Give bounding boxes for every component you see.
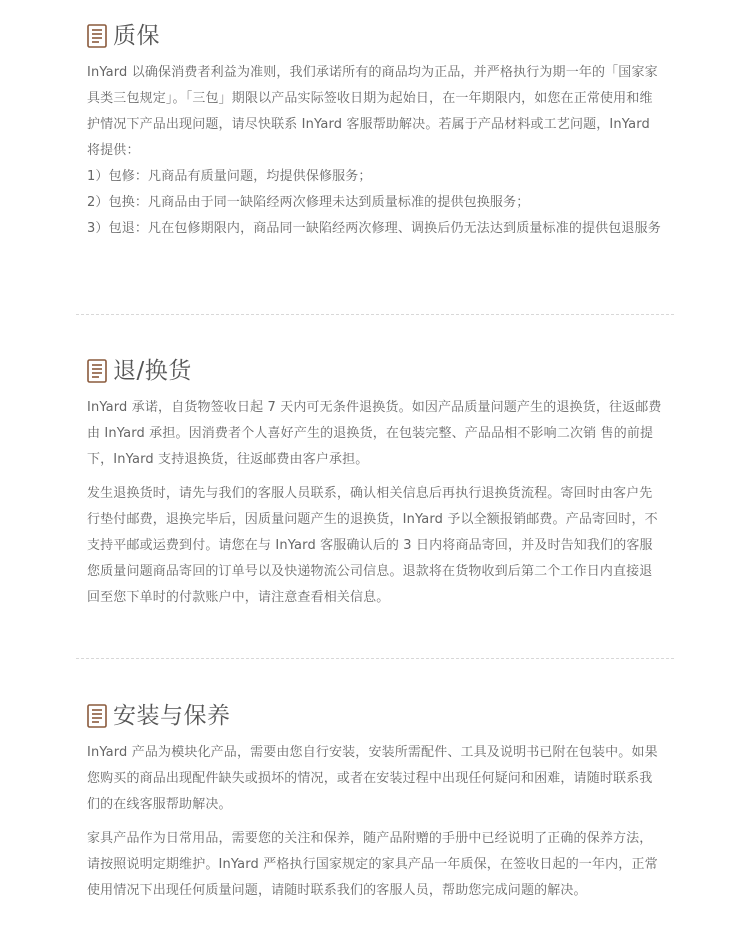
paragraph: InYard 以确保消费者利益为准则，我们承诺所有的商品均为正品，并严格执行为期一年的「国家家具类三包规定」。「三包」期限以产品实际签收日期为起始日，在一年期限内，如您在正常使用和维护情况下产品出现问题，请尽快联系 InYard 客服帮助解决。若属于产品材料或工艺问题，InYard 将提供：: [87, 65, 658, 158]
paragraph: InYard 承诺，自货物签收日起 7 天内可无条件退换货。如因产品质量问题产生的退换货，往返邮费由 InYard 承担。因消费者个人喜好产生的退换货，在包装完整、产品品相不影响二次销 售的前提下，InYard 支持退换货，往返邮费由客户承担。: [87, 400, 662, 467]
paragraph: 1）包修：凡商品有质量问题，均提供保修服务；: [87, 169, 372, 184]
paragraph: 家具产品作为日常用品，需要您的关注和保养，随产品附赠的手册中已经说明了正确的保养方法，请按照说明定期维护。InYard 严格执行国家规定的家具产品一年质保，在签收日起的一年内，正常使用情况下出现任何质量问题，请随时联系我们的客服人员，帮助您完成问题的解决。: [87, 831, 658, 898]
document-icon: [87, 704, 107, 728]
divider: [76, 314, 674, 315]
section-title: 退/换货: [113, 358, 192, 384]
paragraph: 3）包退：凡在包修期限内，商品同一缺陷经两次修理、调换后仍无法达到质量标准的提供包退服务: [87, 221, 661, 236]
section-body: [87, 395, 663, 611]
section-header: [87, 356, 663, 386]
section-returns: [87, 356, 663, 611]
paragraph: 2）包换：凡商品由于同一缺陷经两次修理未达到质量标准的提供包换服务；: [87, 195, 530, 210]
document-icon: [87, 24, 107, 48]
section-title: 质保: [113, 23, 160, 49]
section-body: [87, 740, 663, 904]
section-body: [87, 60, 663, 242]
section-header: [87, 701, 663, 731]
divider: [76, 658, 674, 659]
section-installation: [87, 701, 663, 904]
document-icon: [87, 359, 107, 383]
section-header: [87, 21, 663, 51]
section-warranty: [87, 21, 663, 242]
paragraph: 发生退换货时，请先与我们的客服人员联系，确认相关信息后再执行退换货流程。寄回时由客户先行垫付邮费，退换完毕后，因质量问题产生的退换货，InYard 予以全额报销邮费。产品寄回时，不支持平邮或运费到付。请您在与 InYard 客服确认后的 3 日内将商品寄回，并及时告知我们的客服您质量问题商品寄回的订单号以及快递物流公司信息。退款将在货物收到后第二个工作日内直接退回至您下单时的付款账户中，请注意查看相关信息。: [87, 486, 658, 605]
section-title: 安装与保养: [113, 703, 231, 729]
paragraph: InYard 产品为模块化产品，需要由您自行安装，安装所需配件、工具及说明书已附在包装中。如果您购买的商品出现配件缺失或损坏的情况，或者在安装过程中出现任何疑问和困难，请随时联系我们的在线客服帮助解决。: [87, 745, 658, 812]
